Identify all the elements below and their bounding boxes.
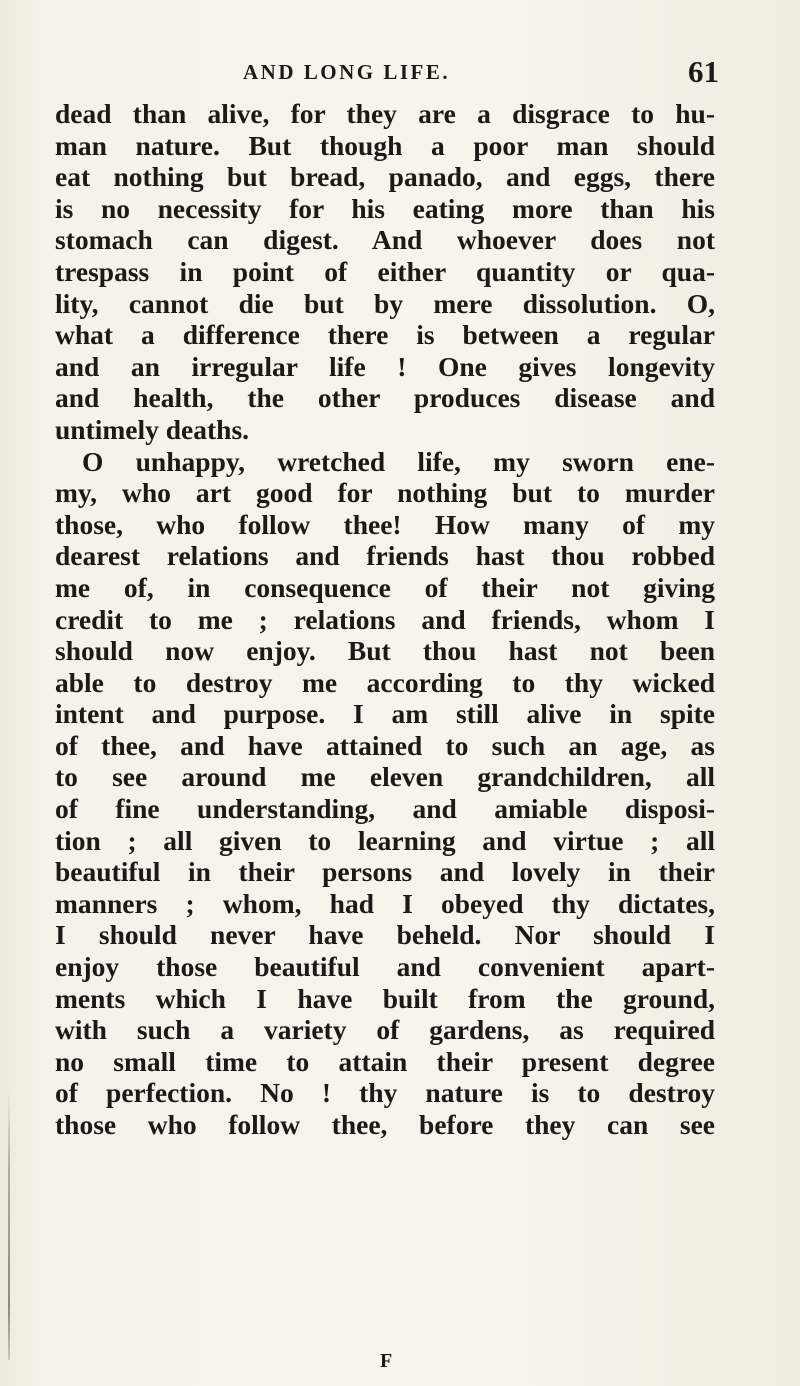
text-line: dearest relations and friends hast thou robbed — [55, 540, 715, 572]
text-line: with such a variety of gardens, as required — [55, 1014, 715, 1046]
signature-mark: F — [380, 1350, 393, 1372]
gutter-shadow — [8, 1090, 10, 1360]
text-line: stomach can digest. And whoever does not — [55, 224, 715, 256]
text-line: no small time to attain their present degree — [55, 1045, 715, 1077]
text-line: of thee, and have attained to such an age, as — [55, 729, 715, 761]
text-line: and an irregular life ! One gives longevity — [55, 350, 715, 382]
text-line: what a difference there is between a regular — [55, 319, 715, 351]
text-line: is no necessity for his eating more than his — [55, 192, 715, 224]
text-line: tion ; all given to learning and virtue ; all — [55, 824, 715, 856]
text-line: should now enjoy. But thou hast not been — [55, 635, 715, 667]
text-line: those who follow thee, before they can see — [55, 1109, 715, 1140]
text-line: able to destroy me according to thy wicked — [55, 666, 715, 698]
text-line: manners ; whom, had I obeyed thy dictates, — [55, 887, 715, 919]
text-line: lity, cannot die but by mere dissolution. O, — [55, 287, 715, 319]
text-line: enjoy those beautiful and convenient apart- — [55, 951, 715, 983]
text-line: those, who follow thee! How many of my — [55, 508, 715, 540]
text-line: man nature. But though a poor man should — [55, 129, 715, 161]
text-line: dead than alive, for they are a disgrace to hu- — [55, 98, 715, 129]
paragraph-start-line: O unhappy, wretched life, my sworn ene- — [82, 445, 715, 477]
text-line: eat nothing but bread, panado, and eggs, there — [55, 161, 715, 193]
text-line: to see around me eleven grandchildren, all — [55, 761, 715, 793]
text-line: ments which I have built from the ground, — [55, 982, 715, 1014]
page-number: 61 — [688, 54, 719, 89]
text-line: me of, in consequence of their not giving — [55, 571, 715, 603]
text-line: of fine understanding, and amiable disposi- — [55, 793, 715, 825]
text-line: of perfection. No ! thy nature is to destroy — [55, 1077, 715, 1109]
running-title: AND LONG LIFE. — [243, 60, 451, 84]
body-text — [55, 98, 715, 1141]
text-line: trespass in point of either quantity or qua- — [55, 255, 715, 287]
running-head — [0, 54, 800, 88]
text-line: intent and purpose. I am still alive in spite — [55, 698, 715, 730]
text-line: beautiful in their persons and lovely in their — [55, 856, 715, 888]
text-line: credit to me ; relations and friends, whom I — [55, 603, 715, 635]
text-line: my, who art good for nothing but to murder — [55, 477, 715, 509]
text-line: I should never have beheld. Nor should I — [55, 919, 715, 951]
paragraph-end-line: untimely deaths. — [55, 413, 250, 445]
text-line: and health, the other produces disease and — [55, 382, 715, 414]
